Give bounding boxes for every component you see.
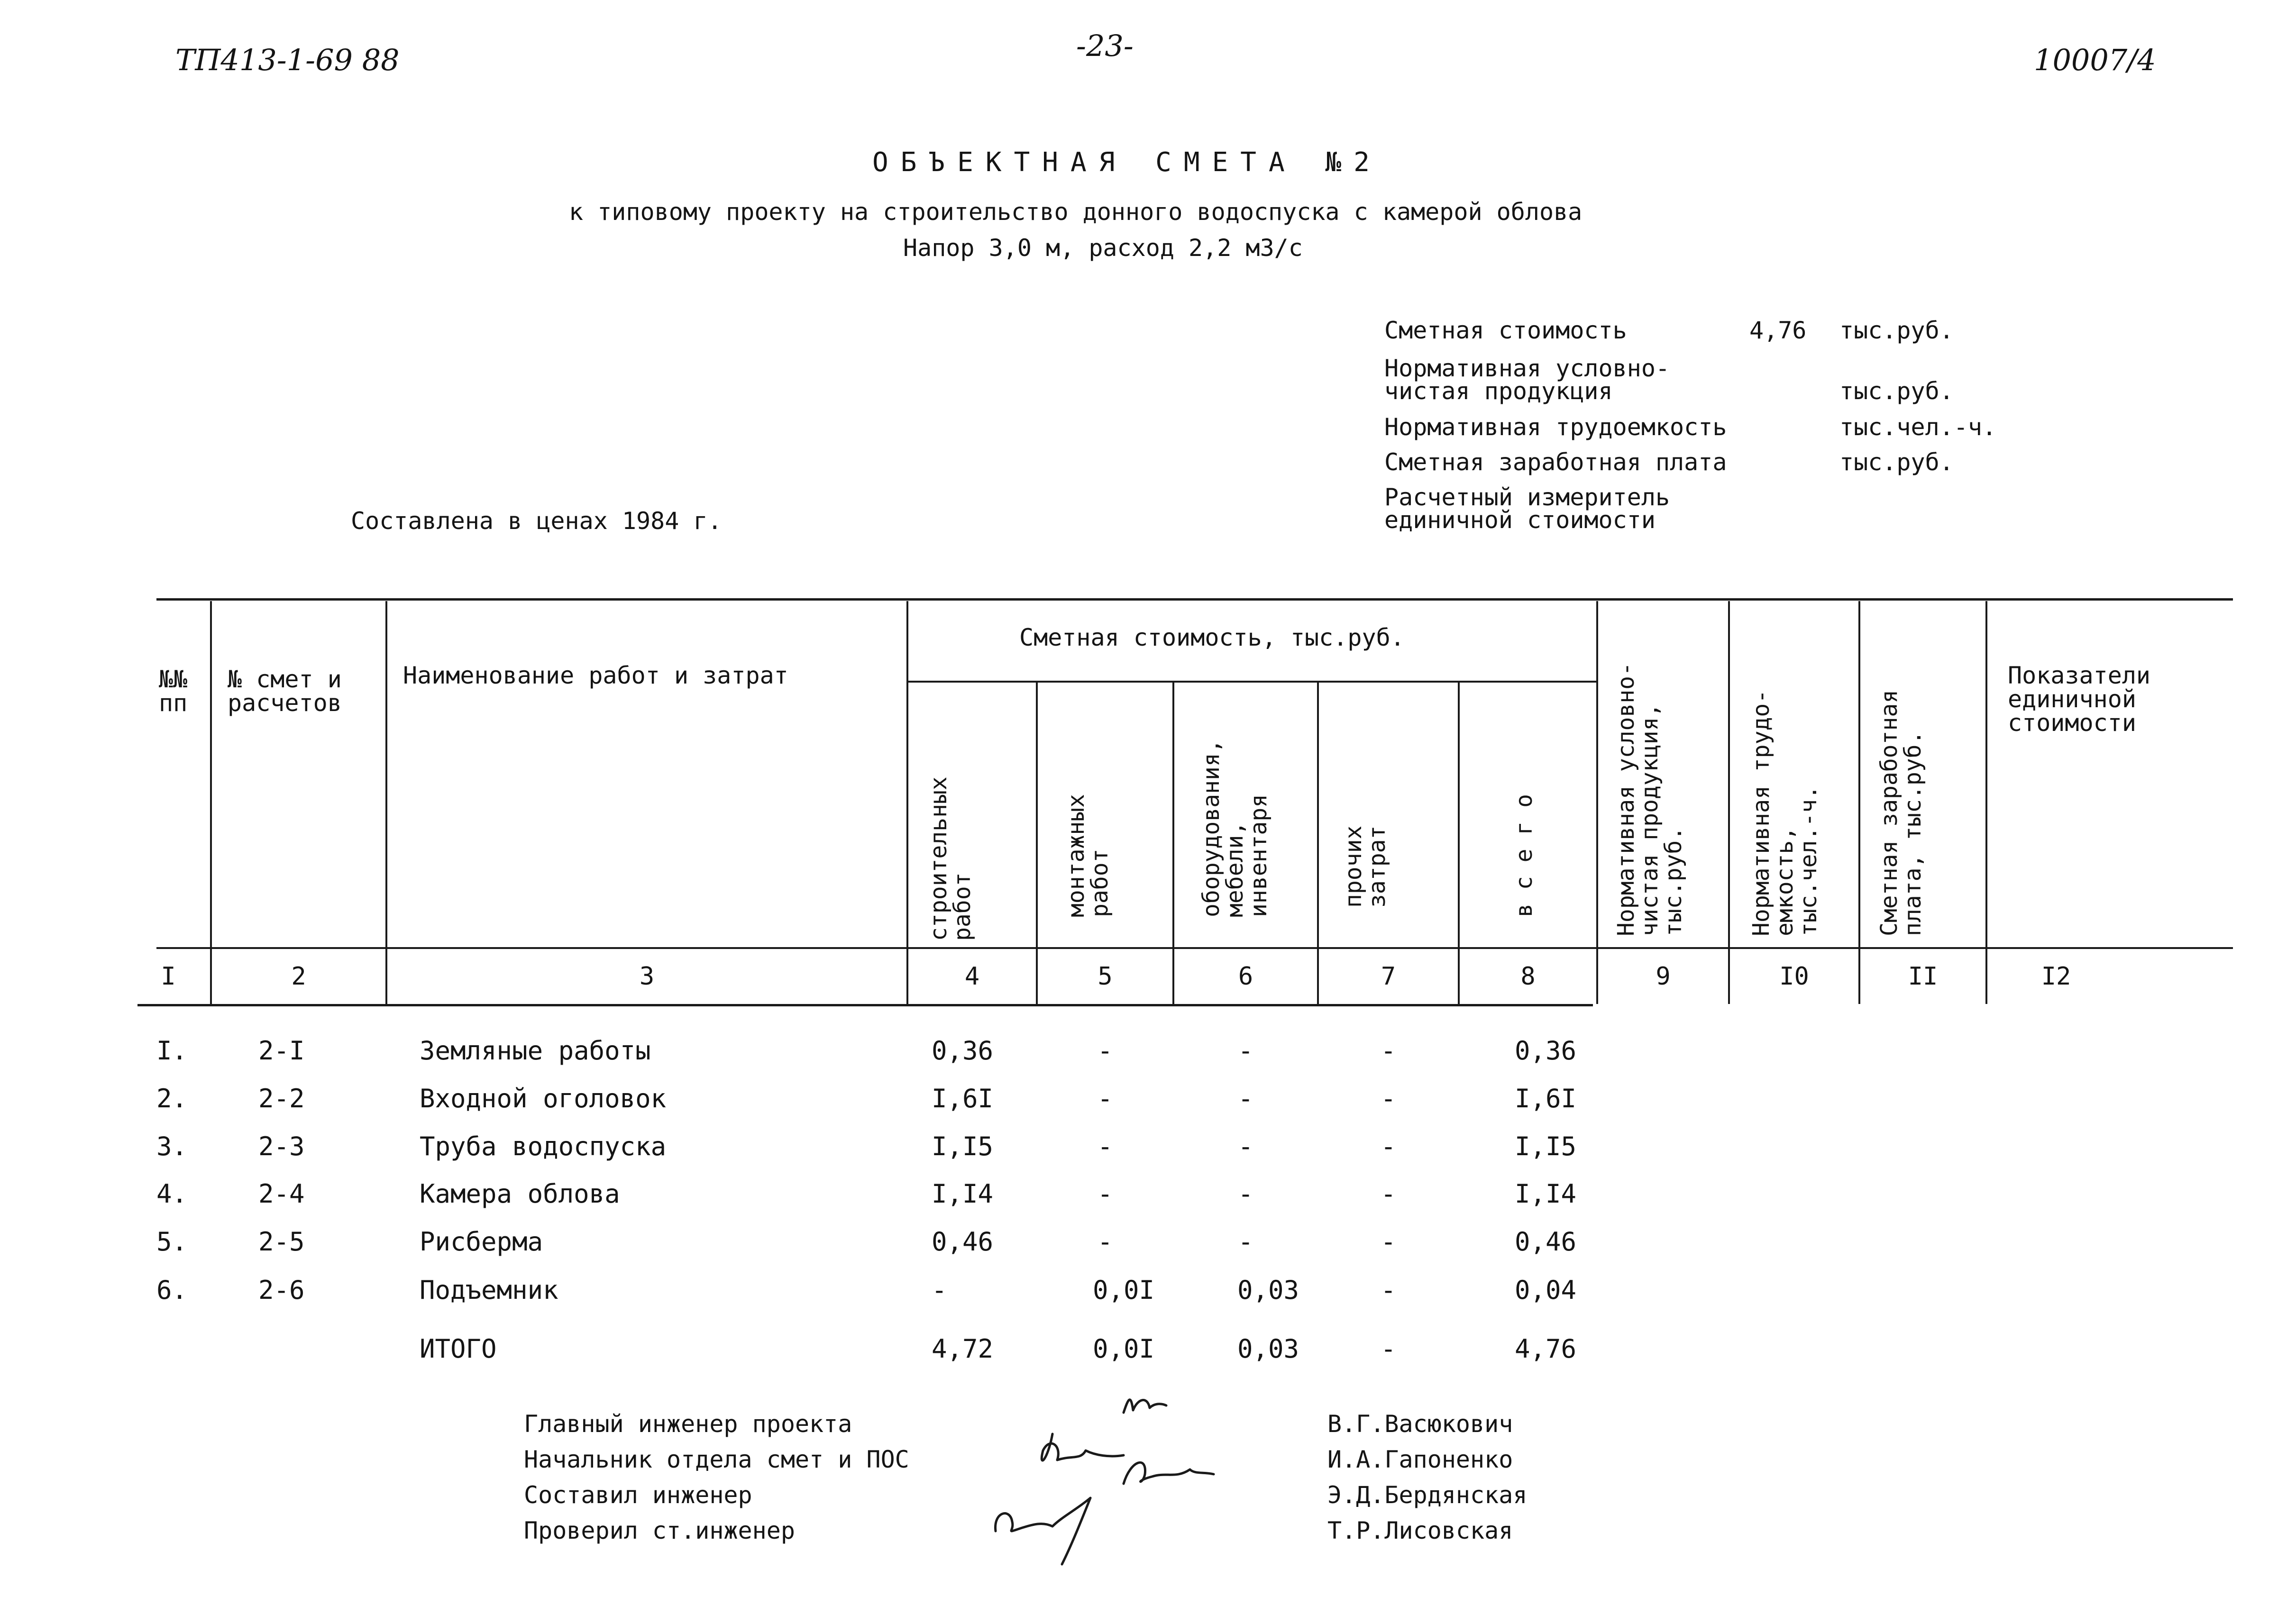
row-name: Подъемник xyxy=(420,1275,558,1305)
labor-unit: тыс.чел.-ч. xyxy=(1839,413,1997,441)
row-no: 6. xyxy=(156,1275,188,1305)
page-number: -23- xyxy=(1076,28,1134,63)
cost-value: 4,76 xyxy=(1749,317,1807,344)
row-total: 0,36 xyxy=(1515,1036,1577,1066)
row-ref: 2-6 xyxy=(258,1275,305,1305)
header-installation: монтажных работ xyxy=(1063,794,1113,917)
column-numbers-bottom-border xyxy=(137,1004,1593,1006)
handwritten-signatures xyxy=(967,1389,1275,1578)
col-divider-2 xyxy=(385,601,387,1004)
col-number-11: II xyxy=(1908,962,1938,991)
row-construction: I,6I xyxy=(932,1084,994,1113)
col-divider-9 xyxy=(1728,601,1730,1004)
row-name: Земляные работы xyxy=(420,1036,651,1066)
header-construction: строительных работ xyxy=(925,776,976,941)
signature-name: Э.Д.Бердянская xyxy=(1327,1481,1528,1509)
wage-unit: тыс.руб. xyxy=(1839,448,1954,476)
row-other: - xyxy=(1381,1036,1396,1066)
row-ref: 2-5 xyxy=(258,1227,305,1257)
row-equipment: 0,03 xyxy=(1237,1275,1299,1305)
row-installation: - xyxy=(1097,1084,1113,1113)
header-cost-group: Сметная стоимость, тыс.руб. xyxy=(1019,624,1405,651)
header-labor: Нормативная трудо- емкость, тыс.чел.-ч. xyxy=(1748,689,1822,936)
row-equipment: - xyxy=(1238,1084,1253,1113)
header-bottom-border xyxy=(156,947,2233,949)
header-equipment: оборудования, мебели, инвентаря xyxy=(1198,739,1272,917)
meter-label-2: единичной стоимости xyxy=(1384,506,1656,534)
cost-group-divider xyxy=(908,681,1598,683)
row-name: Камера облова xyxy=(420,1179,620,1209)
row-ref: 2-4 xyxy=(258,1179,305,1209)
header-no: №№ пп xyxy=(159,666,188,717)
row-construction: I,I5 xyxy=(932,1131,994,1161)
row-total: 0,46 xyxy=(1515,1227,1577,1257)
row-equipment: - xyxy=(1238,1179,1253,1209)
col-number-12: I2 xyxy=(2041,962,2071,991)
header-name: Наименование работ и затрат xyxy=(403,662,788,689)
row-construction: 0,36 xyxy=(932,1036,994,1066)
row-no: 3. xyxy=(156,1131,188,1161)
total-all: 4,76 xyxy=(1515,1334,1577,1364)
cost-unit: тыс.руб. xyxy=(1839,317,1954,344)
col-divider-7 xyxy=(1458,682,1460,1004)
row-other: - xyxy=(1381,1227,1396,1257)
row-equipment: - xyxy=(1238,1131,1253,1161)
labor-label: Нормативная трудоемкость xyxy=(1384,413,1727,441)
header-net-prod: Нормативная условно- чистая продукция, тыс.руб. xyxy=(1613,662,1687,936)
row-ref: 2-2 xyxy=(258,1084,305,1113)
row-name: Входной оголовок xyxy=(420,1084,667,1113)
row-no: I. xyxy=(156,1036,188,1066)
row-installation: - xyxy=(1097,1179,1113,1209)
col-number-4: 4 xyxy=(964,962,980,991)
col-divider-3 xyxy=(906,601,908,1004)
col-number-8: 8 xyxy=(1520,962,1536,991)
document-title: ОБЪЕКТНАЯ СМЕТА №2 xyxy=(872,147,1382,178)
row-ref: 2-I xyxy=(258,1036,305,1066)
row-installation: - xyxy=(1097,1131,1113,1161)
signature-role: Проверил ст.инженер xyxy=(524,1517,795,1544)
row-construction: - xyxy=(932,1275,947,1305)
net-prod-label-1: Нормативная условно- xyxy=(1384,355,1670,382)
row-no: 2. xyxy=(156,1084,188,1113)
header-total: в с е г о xyxy=(1511,794,1537,917)
row-installation: - xyxy=(1097,1036,1113,1066)
col-number-9: 9 xyxy=(1656,962,1671,991)
document-subtitle-params: Напор 3,0 м, расход 2,2 м3/с xyxy=(903,234,1303,262)
col-number-6: 6 xyxy=(1238,962,1253,991)
row-equipment: - xyxy=(1238,1036,1253,1066)
signature-role: Начальник отдела смет и ПОС xyxy=(524,1446,909,1473)
cost-label: Сметная стоимость xyxy=(1384,317,1627,344)
total-label: ИТОГО xyxy=(420,1334,497,1364)
row-name: Рисберма xyxy=(420,1227,543,1257)
row-ref: 2-3 xyxy=(258,1131,305,1161)
col-divider-11 xyxy=(1985,601,1987,1004)
row-equipment: - xyxy=(1238,1227,1253,1257)
row-other: - xyxy=(1381,1084,1396,1113)
row-other: - xyxy=(1381,1131,1396,1161)
signature-name: В.Г.Васюкович xyxy=(1327,1410,1513,1438)
col-number-10: I0 xyxy=(1779,962,1809,991)
table-top-border xyxy=(156,598,2233,601)
row-installation: - xyxy=(1097,1227,1113,1257)
row-no: 4. xyxy=(156,1179,188,1209)
col-divider-6 xyxy=(1317,682,1319,1004)
meter-label-1: Расчетный измеритель xyxy=(1384,484,1670,511)
prices-note: Составлена в ценах 1984 г. xyxy=(351,507,722,535)
wage-label: Сметная заработная плата xyxy=(1384,448,1727,476)
col-divider-4 xyxy=(1036,682,1038,1004)
row-other: - xyxy=(1381,1275,1396,1305)
col-divider-5 xyxy=(1172,682,1174,1004)
row-total: 0,04 xyxy=(1515,1275,1577,1305)
col-number-3: 3 xyxy=(639,962,655,991)
col-number-7: 7 xyxy=(1381,962,1396,991)
header-indicators: Показатели единичной стоимости xyxy=(2008,662,2151,737)
net-prod-unit: тыс.руб. xyxy=(1839,377,1954,405)
total-installation: 0,0I xyxy=(1093,1334,1155,1364)
header-wage: Сметная заработная плата, тыс.руб. xyxy=(1876,689,1926,936)
col-number-1: I xyxy=(161,962,176,991)
col-divider-1 xyxy=(210,601,212,1004)
col-number-5: 5 xyxy=(1098,962,1113,991)
sheet-code: 10007/4 xyxy=(2034,43,2156,77)
col-number-2: 2 xyxy=(291,962,306,991)
col-divider-8 xyxy=(1596,601,1598,1004)
row-construction: I,I4 xyxy=(932,1179,994,1209)
row-name: Труба водоспуска xyxy=(420,1131,667,1161)
total-equipment: 0,03 xyxy=(1237,1334,1299,1364)
row-installation: 0,0I xyxy=(1093,1275,1155,1305)
signature-role: Главный инженер проекта xyxy=(524,1410,852,1438)
total-construction: 4,72 xyxy=(932,1334,994,1364)
row-no: 5. xyxy=(156,1227,188,1257)
document-subtitle: к типовому проекту на строительство донного водоспуска с камерой облова xyxy=(569,198,1583,226)
header-ref: № смет и расчетов xyxy=(228,666,342,717)
row-total: I,6I xyxy=(1515,1084,1577,1113)
row-total: I,I5 xyxy=(1515,1131,1577,1161)
doc-code: ТП413-1-69 88 xyxy=(175,43,400,77)
total-other: - xyxy=(1381,1334,1396,1364)
row-total: I,I4 xyxy=(1515,1179,1577,1209)
col-divider-10 xyxy=(1858,601,1860,1004)
signature-role: Составил инженер xyxy=(524,1481,752,1509)
net-prod-label-2: чистая продукция xyxy=(1384,377,1613,405)
row-construction: 0,46 xyxy=(932,1227,994,1257)
row-other: - xyxy=(1381,1179,1396,1209)
header-other: прочих затрат xyxy=(1340,825,1390,908)
signature-name: И.А.Гапоненко xyxy=(1327,1446,1513,1473)
signature-name: Т.Р.Лисовская xyxy=(1327,1517,1513,1544)
